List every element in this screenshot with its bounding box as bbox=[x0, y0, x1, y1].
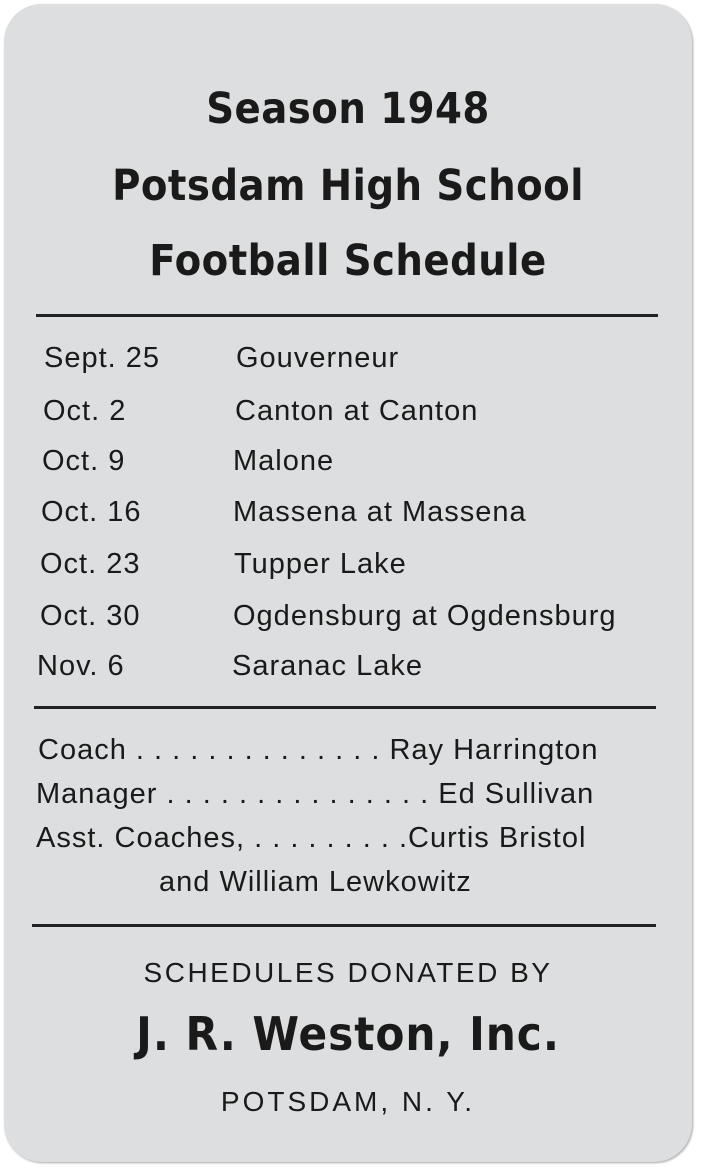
game-opponent: Gouverneur bbox=[236, 342, 400, 374]
game-opponent: Massena at Massena bbox=[233, 496, 527, 528]
game-opponent: Tupper Lake bbox=[234, 548, 407, 580]
game-opponent: Malone bbox=[233, 445, 335, 477]
middle-divider bbox=[34, 706, 656, 709]
game-opponent: Canton at Canton bbox=[235, 395, 479, 427]
sponsor-name: J. R. Weston, Inc. bbox=[136, 1007, 560, 1061]
game-date: Oct. 16 bbox=[41, 496, 142, 528]
school-title: Potsdam High School bbox=[112, 161, 584, 211]
game-date: Oct. 9 bbox=[42, 445, 126, 477]
game-date: Sept. 25 bbox=[44, 342, 161, 374]
schedule-row bbox=[4, 548, 692, 588]
game-opponent: Saranac Lake bbox=[232, 650, 423, 682]
game-date: Nov. 6 bbox=[37, 650, 125, 682]
schedule-title: Football Schedule bbox=[149, 236, 547, 286]
season-title: Season 1948 bbox=[206, 84, 490, 134]
schedule-row bbox=[4, 650, 692, 690]
assistant-coaches-line: Asst. Coaches, . . . . . . . . .Curtis Bristol bbox=[36, 822, 587, 854]
game-date: Oct. 30 bbox=[40, 600, 141, 632]
coach-line: Coach . . . . . . . . . . . . . . Ray Harrington bbox=[38, 734, 599, 766]
top-divider bbox=[36, 314, 658, 317]
schedule-row bbox=[4, 342, 692, 382]
schedule-row bbox=[4, 600, 692, 640]
schedule-row bbox=[4, 395, 692, 435]
assistant-coaches-continued: and William Lewkowitz bbox=[159, 866, 472, 898]
sponsor-location: POTSDAM, N. Y. bbox=[220, 1086, 476, 1117]
schedule-row bbox=[4, 445, 692, 485]
game-date: Oct. 23 bbox=[40, 548, 141, 580]
manager-line: Manager . . . . . . . . . . . . . . . Ed Sullivan bbox=[36, 778, 595, 810]
schedule-card bbox=[4, 4, 692, 1162]
donated-by-label: SCHEDULES DONATED BY bbox=[143, 957, 553, 988]
game-date: Oct. 2 bbox=[43, 395, 127, 427]
schedule-row bbox=[4, 496, 692, 536]
game-opponent: Ogdensburg at Ogdensburg bbox=[233, 600, 617, 632]
bottom-divider bbox=[32, 924, 656, 927]
